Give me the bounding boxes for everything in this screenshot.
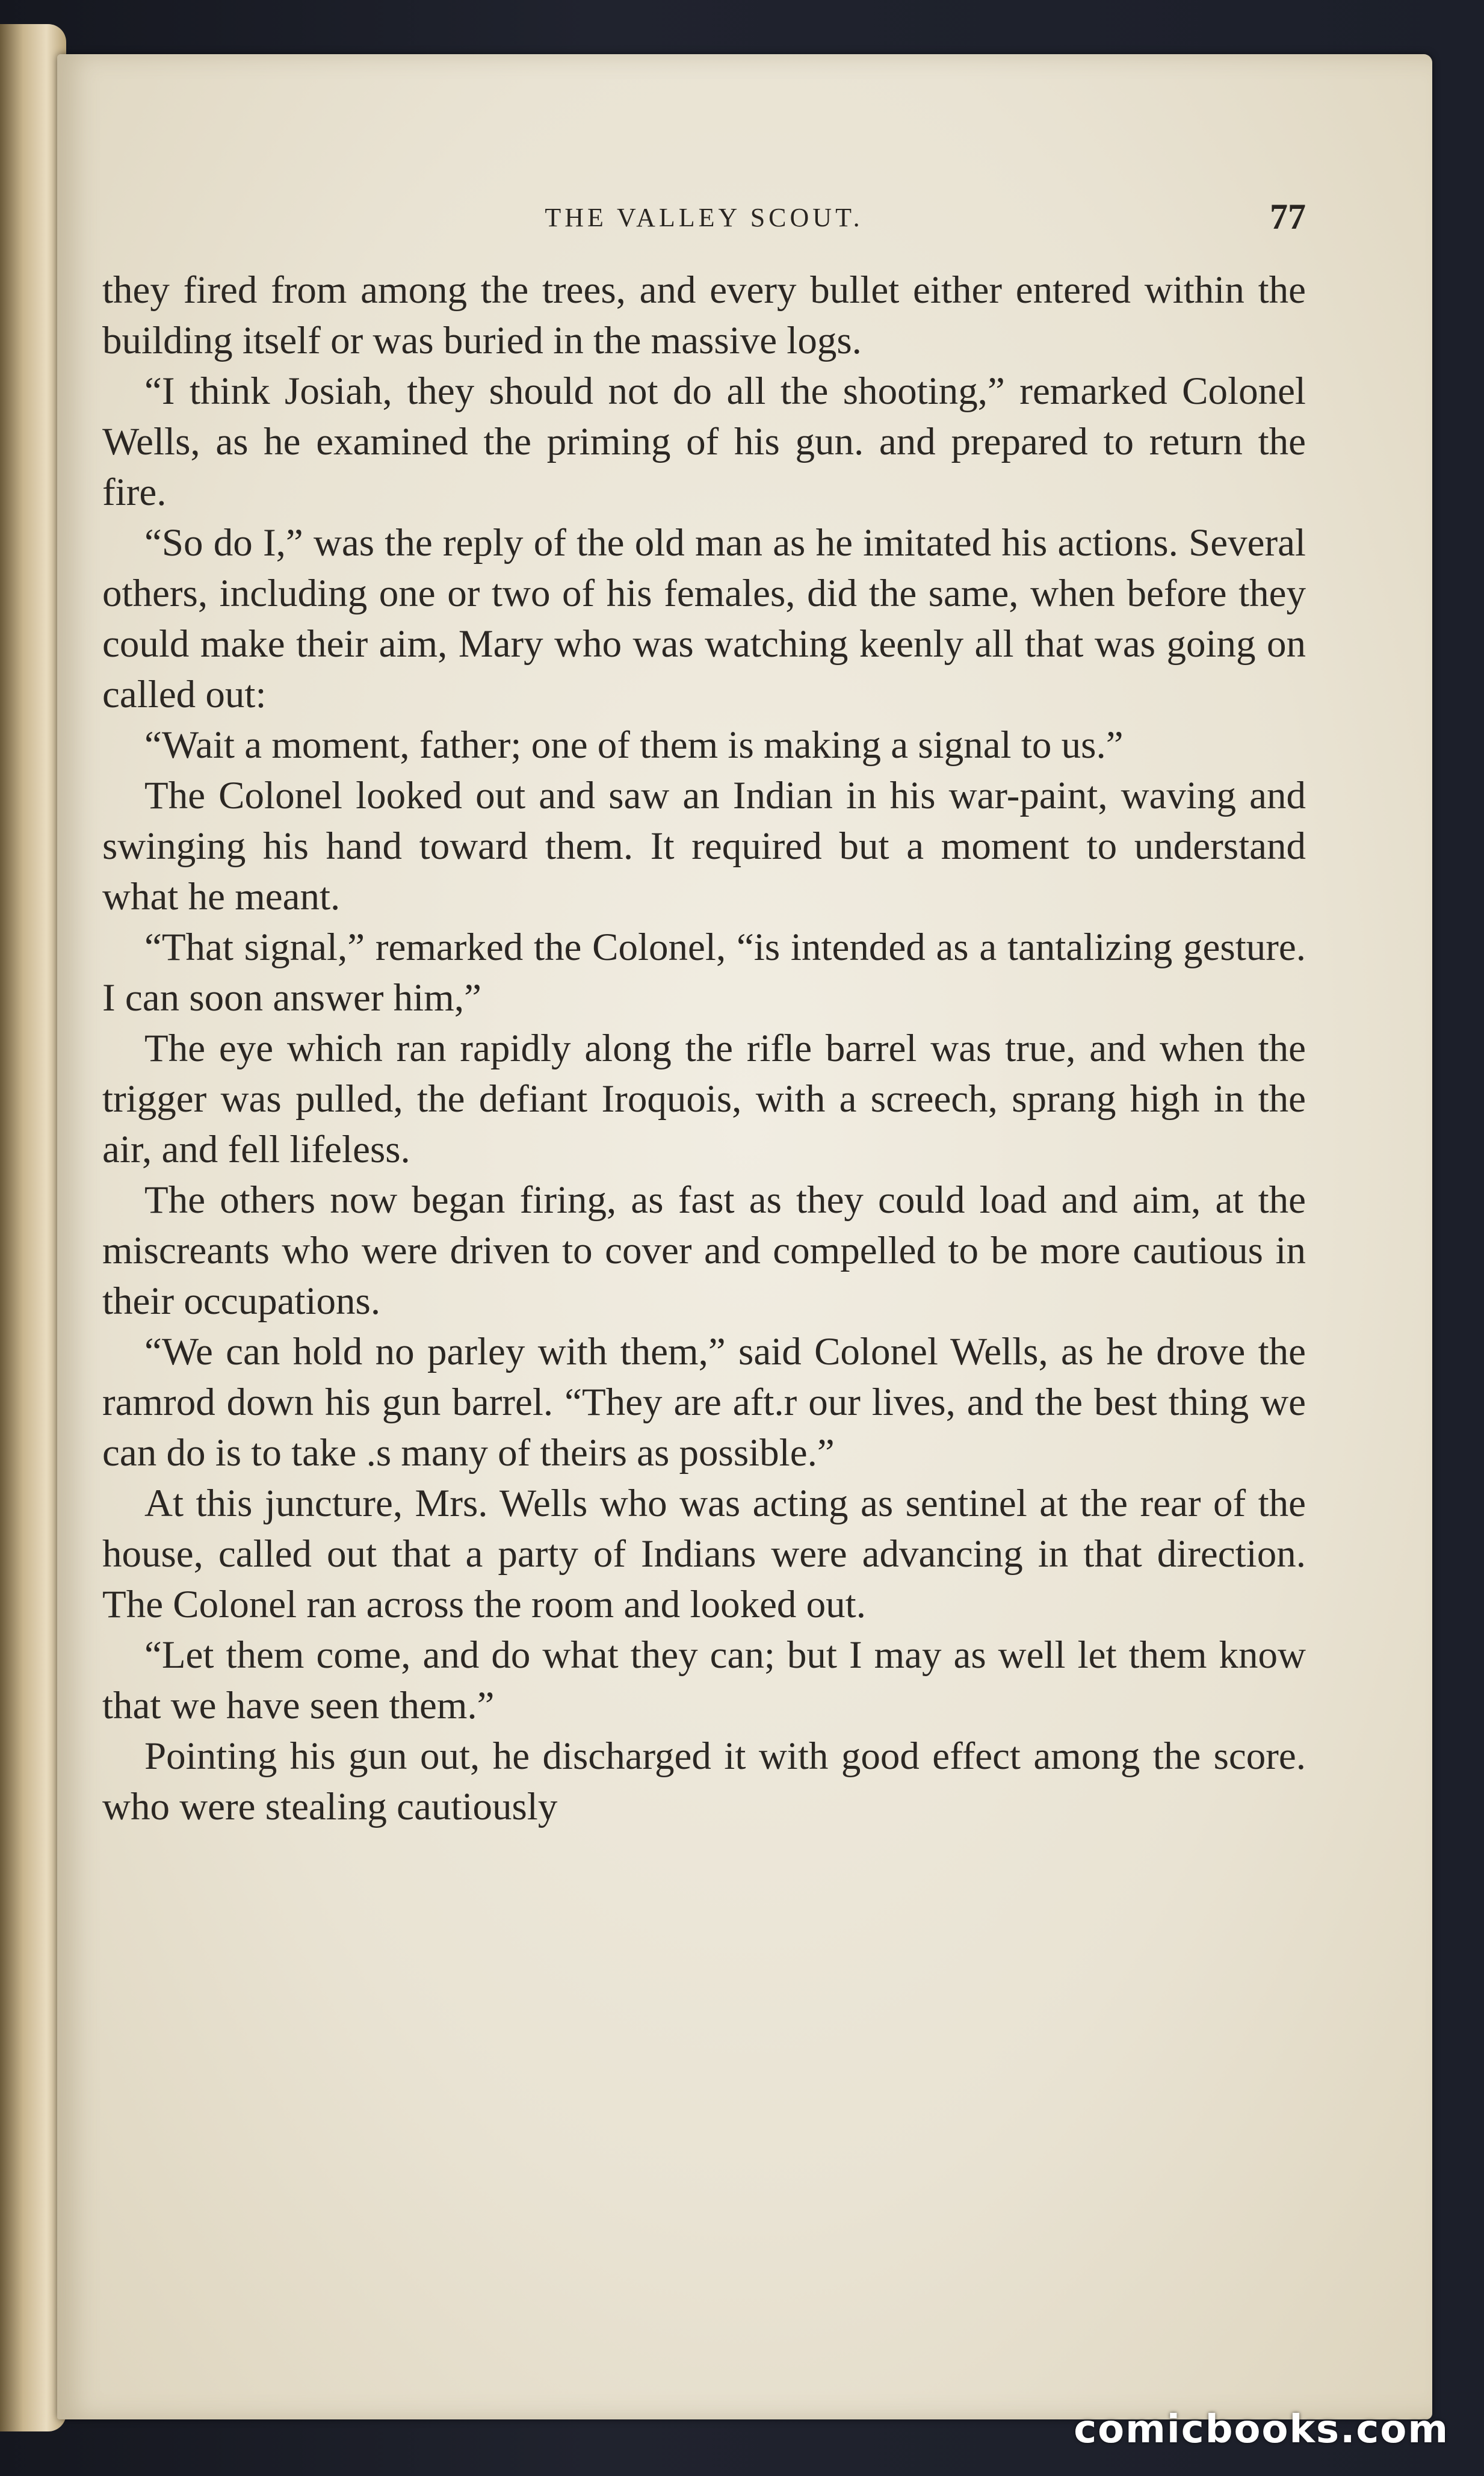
paragraph: The Colonel looked out and saw an Indian in his war-paint, waving and swinging his hand toward them. It required but a moment to understand what he meant.: [102, 774, 1306, 918]
body-text: [102, 265, 1306, 1832]
previous-page-edge: [0, 24, 66, 2431]
page-header: [102, 138, 1306, 237]
page-number: 77: [1270, 197, 1306, 237]
paragraph: “That signal,” remarked the Colonel, “is intended as a tantalizing gesture. I can soon answer him,”: [102, 926, 1306, 1020]
paragraph: they fired from among the trees, and every bullet either entered within the building itself or was buried in the massive logs.: [102, 268, 1306, 362]
running-title: THE VALLEY SCOUT.: [545, 203, 864, 232]
paragraph: “I think Josiah, they should not do all the shooting,” remarked Colonel Wells, as he examined the priming of his gun. and prepared to return the fire.: [102, 370, 1306, 514]
paragraph: Pointing his gun out, he discharged it with good effect among the score. who were stealing cautiously: [102, 1735, 1306, 1828]
site-watermark: comicbooks.com: [1074, 2407, 1449, 2452]
paragraph: At this juncture, Mrs. Wells who was acting as sentinel at the rear of the house, called out that a party of Indians were advancing in that direction. The Colonel ran across the room and looked out.: [102, 1482, 1306, 1626]
paragraph: The others now began firing, as fast as they could load and aim, at the miscreants who were driven to cover and compelled to be more cautious in their occupations.: [102, 1178, 1306, 1323]
paragraph: “Wait a moment, father; one of them is making a signal to us.”: [144, 723, 1124, 767]
paragraph: “We can hold no parley with them,” said Colonel Wells, as he drove the ramrod down his gun barrel. “They are aft.r our lives, and the best thing we can do is to take .s many of theirs as possible.”: [102, 1330, 1306, 1475]
paragraph: “Let them come, and do what they can; but I may as well let them know that we have seen them.”: [102, 1633, 1306, 1727]
paragraph: “So do I,” was the reply of the old man as he imitated his actions. Several others, including one or two of his females, did the same, when before they could make their aim, Mary who was watching keenly all that was going on called out:: [102, 521, 1306, 716]
paragraph: The eye which ran rapidly along the rifle barrel was true, and when the trigger was pulled, the defiant Iroquois, with a screech, sprang high in the air, and fell lifeless.: [102, 1027, 1306, 1171]
